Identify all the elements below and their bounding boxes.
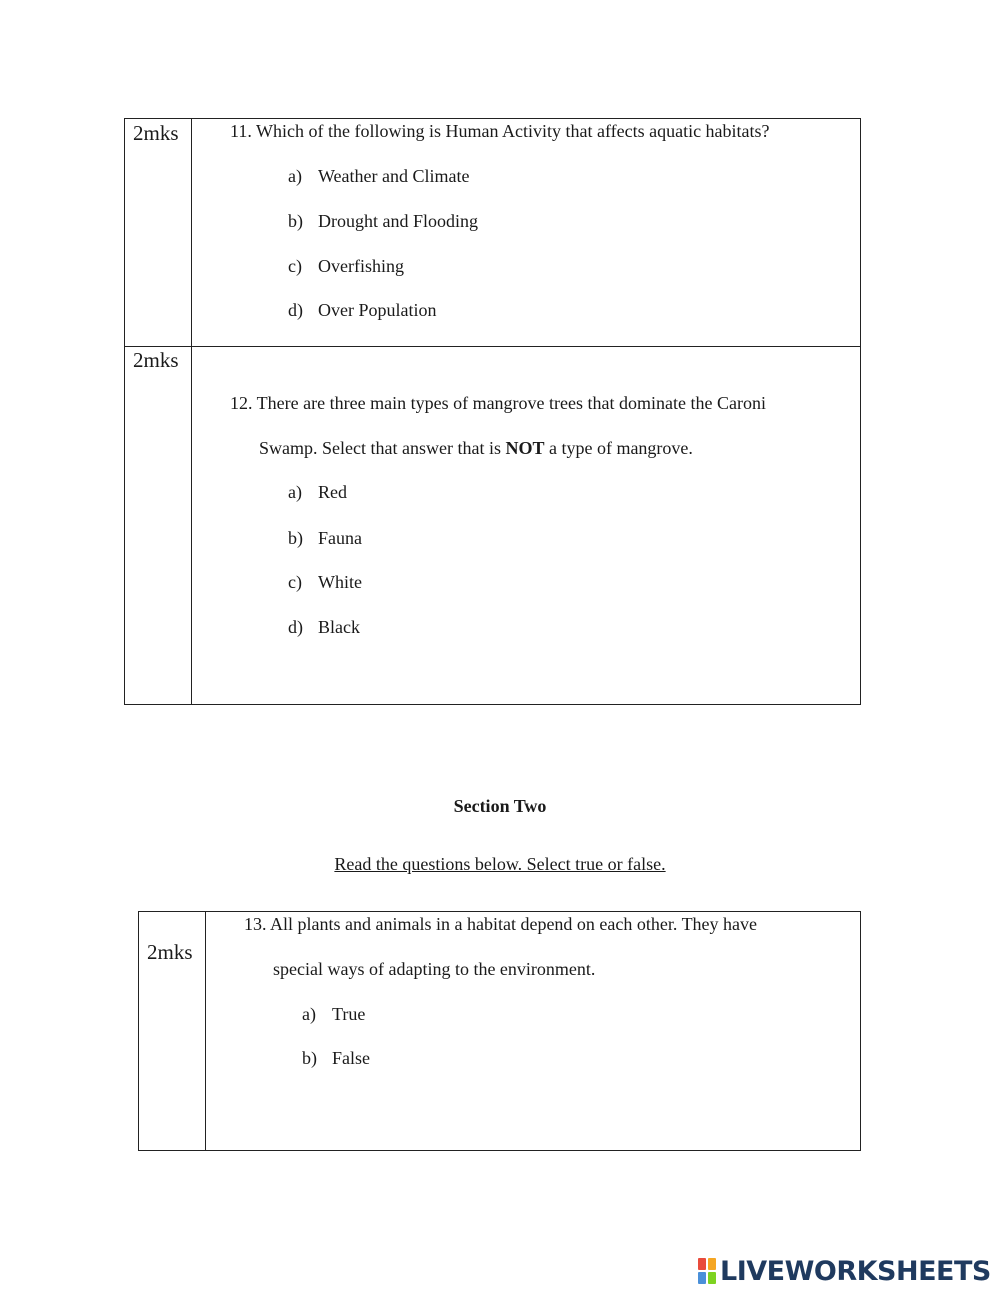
option-text: Weather and Climate <box>318 166 470 186</box>
answer-option[interactable] <box>288 210 478 232</box>
logo-block <box>708 1272 716 1284</box>
option-letter: a) <box>288 166 302 186</box>
option-letter: b) <box>288 211 303 231</box>
logo-blocks-icon <box>698 1258 716 1284</box>
logo-block <box>698 1272 706 1284</box>
option-letter: d) <box>288 300 303 320</box>
question-row-12 <box>125 346 860 704</box>
option-text: White <box>318 572 362 592</box>
option-letter: b) <box>288 528 303 548</box>
marks-label: 2mks <box>133 121 179 145</box>
question-text-line-2 <box>259 437 693 459</box>
answer-option[interactable] <box>288 527 362 549</box>
question-text: 12. There are three main types of mangrove trees that dominate the Caroni <box>230 393 766 413</box>
option-text: Red <box>318 482 347 502</box>
question-text-part: Swamp. Select that answer that is <box>259 438 506 458</box>
option-letter: a) <box>288 482 302 502</box>
answer-option[interactable] <box>302 1003 365 1025</box>
question-row-13 <box>139 912 860 1150</box>
emphasis-not: NOT <box>505 438 545 458</box>
option-text: Fauna <box>318 528 362 548</box>
question-text: 11. Which of the following is Human Activity that affects aquatic habitats? <box>230 121 770 141</box>
answer-option[interactable] <box>288 255 404 277</box>
marks-cell <box>125 347 192 704</box>
question-text-line-2: special ways of adapting to the environment. <box>273 959 596 979</box>
option-letter: b) <box>302 1048 317 1068</box>
answer-option[interactable] <box>288 481 347 503</box>
option-letter: d) <box>288 617 303 637</box>
logo-text: LIVEWORKSHEETS <box>720 1255 991 1287</box>
question-table-1 <box>124 118 861 705</box>
answer-option[interactable] <box>288 165 470 187</box>
marks-cell <box>139 912 206 1150</box>
option-letter: c) <box>288 572 302 592</box>
option-text: Overfishing <box>318 256 404 276</box>
question-text: 13. All plants and animals in a habitat depend on each other. They have <box>244 914 758 934</box>
question-text-part: a type of mangrove. <box>544 438 693 458</box>
option-text: Over Population <box>318 300 437 320</box>
question-table-2 <box>138 911 861 1151</box>
liveworksheets-logo <box>698 1256 991 1286</box>
option-text: False <box>332 1048 370 1068</box>
answer-option[interactable] <box>288 299 437 321</box>
marks-cell <box>125 119 192 346</box>
question-row-11 <box>125 119 860 346</box>
marks-label: 2mks <box>147 940 193 964</box>
option-text: True <box>332 1004 366 1024</box>
logo-block <box>708 1258 716 1270</box>
section-instructions: Read the questions below. Select true or false. <box>334 854 666 874</box>
answer-option[interactable] <box>302 1047 370 1069</box>
marks-label: 2mks <box>133 348 179 372</box>
option-letter: c) <box>288 256 302 276</box>
section-title: Section Two <box>453 796 547 816</box>
answer-option[interactable] <box>288 616 360 638</box>
option-text: Black <box>318 617 360 637</box>
option-text: Drought and Flooding <box>318 211 478 231</box>
answer-option[interactable] <box>288 571 362 593</box>
option-letter: a) <box>302 1004 316 1024</box>
logo-block <box>698 1258 706 1270</box>
